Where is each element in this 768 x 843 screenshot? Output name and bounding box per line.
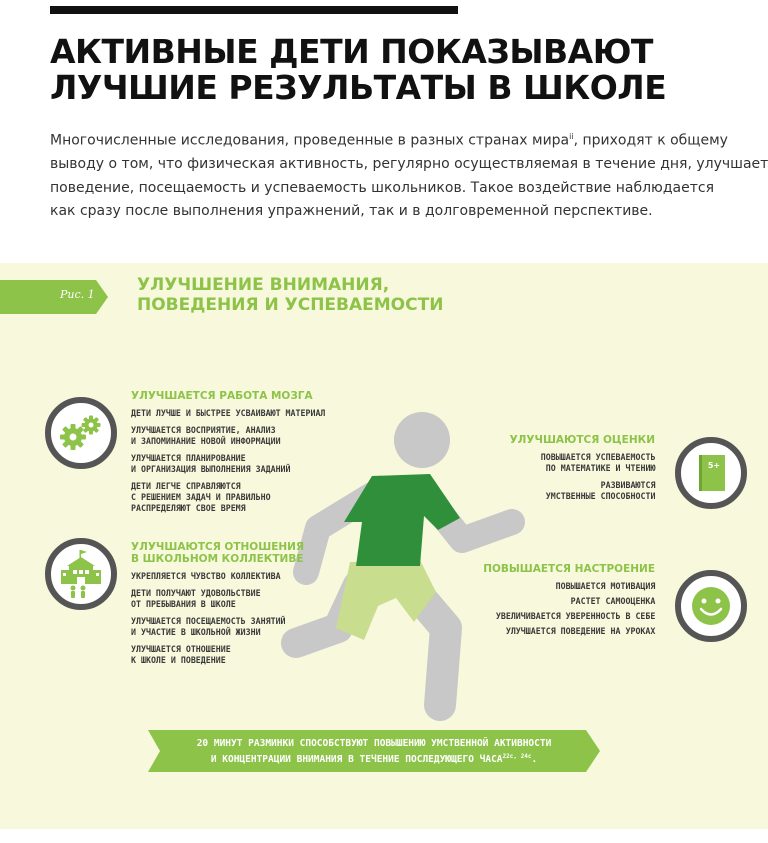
intro-reference: ii xyxy=(569,132,574,141)
school-children-icon xyxy=(43,536,119,612)
intro-line-2: выводу о том, что физическая активность, регулярно осуществляемая в течение дня, улучшает xyxy=(50,156,768,173)
mood-item-4: УЛУЧШАЕТСЯ ПОВЕДЕНИЕ НА УРОКАХ xyxy=(505,627,655,637)
figure-title-line-2: ПОВЕДЕНИЯ И УСПЕВАЕМОСТИ xyxy=(137,295,444,315)
page-title-line-1: АКТИВНЫЕ ДЕТИ ПОКАЗЫВАЮТ xyxy=(50,32,653,71)
mood-block xyxy=(482,563,655,642)
relations-item-3: УЛУЧШАЕТСЯ ПОСЕЩАЕМОСТЬ ЗАНЯТИЙ И УЧАСТИЕ В ШКОЛЬНОЙ ЖИЗНИ xyxy=(131,617,286,638)
conclusion-line-1: 20 МИНУТ РАЗМИНКИ СПОСОБСТВУЮТ ПОВЫШЕНИЮ УМСТВЕННОЙ АКТИВНОСТИ xyxy=(196,738,552,749)
intro-line-4: как сразу после выполнения упражнений, так и в долговременной перспективе. xyxy=(50,203,653,220)
conclusion-reference: 22c, 24c xyxy=(502,753,532,760)
relations-item-2: ДЕТИ ПОЛУЧАЮТ УДОВОЛЬСТВИЕ ОТ ПРЕБЫВАНИЯ В ШКОЛЕ xyxy=(131,589,261,610)
notebook-icon xyxy=(673,435,749,511)
conclusion-banner xyxy=(148,730,600,772)
grades-block xyxy=(510,434,655,509)
grades-item-1: ПОВЫШАЕТСЯ УСПЕВАЕМОСТЬ ПО МАТЕМАТИКЕ И ЧТЕНИЮ xyxy=(540,453,655,474)
mood-item-3: УВЕЛИЧИВАЕТСЯ УВЕРЕННОСТЬ В СЕБЕ xyxy=(495,612,655,622)
relations-block xyxy=(131,541,304,673)
relations-title: УЛУЧШАЮТСЯ ОТНОШЕНИЯ В ШКОЛЬНОМ КОЛЛЕКТИВЕ xyxy=(131,541,305,565)
intro-line-3: поведение, посещаемость и успеваемость школьников. Такое воздействие наблюдается xyxy=(50,179,714,196)
conclusion-text xyxy=(148,737,600,766)
mood-title: ПОВЫШАЕТСЯ НАСТРОЕНИЕ xyxy=(483,563,655,575)
brain-item-4: ДЕТИ ЛЕГЧЕ СПРАВЛЯЮТСЯ С РЕШЕНИЕМ ЗАДАЧ И ПРАВИЛЬНО РАСПРЕДЕЛЯЮТ СВОЕ ВРЕМЯ xyxy=(131,482,271,514)
smiley-icon xyxy=(673,568,749,644)
grades-title: УЛУЧШАЮТСЯ ОЦЕНКИ xyxy=(509,434,655,446)
page-title-line-2: ЛУЧШИЕ РЕЗУЛЬТАТЫ В ШКОЛЕ xyxy=(50,68,667,107)
brain-block xyxy=(131,390,342,521)
brain-item-1: ДЕТИ ЛУЧШЕ И БЫСТРЕЕ УСВАИВАЮТ МАТЕРИАЛ xyxy=(131,409,326,419)
mood-item-2: РАСТЕТ САМООЦЕНКА xyxy=(570,597,655,607)
relations-item-1: УКРЕПЛЯЕТСЯ ЧУВСТВО КОЛЛЕКТИВА xyxy=(131,572,281,582)
conclusion-line-2: И КОНЦЕНТРАЦИИ ВНИМАНИЯ В ТЕЧЕНИЕ ПОСЛЕДУЮЩЕГО $ЧАСА^{22c, 24c}$. xyxy=(210,753,538,766)
gears-icon xyxy=(43,395,119,471)
grades-item-2: РАЗВИВАЮТСЯ УМСТВЕННЫЕ СПОСОБНОСТИ xyxy=(545,481,655,502)
figure-title-line-1: УЛУЧШЕНИЕ ВНИМАНИЯ, xyxy=(137,275,390,295)
mood-item-1: ПОВЫШАЕТСЯ МОТИВАЦИЯ xyxy=(555,582,655,592)
figure-label: Рис. 1 xyxy=(60,288,95,301)
brain-item-3: УЛУЧШАЕТСЯ ПЛАНИРОВАНИЕ И ОРГАНИЗАЦИЯ ВЫПОЛНЕНИЯ ЗАДАНИЙ xyxy=(131,454,291,475)
brain-item-2: УЛУЧШАЕТСЯ ВОСПРИЯТИЕ, АНАЛИЗ И ЗАПОМИНАНИЕ НОВОЙ ИНФОРМАЦИИ xyxy=(131,426,281,447)
intro-line-1: Многочисленные исследования, проведенные в разных странах мира$^{ii}$, приходят к общему xyxy=(50,132,728,149)
notebook-grade: 5+ xyxy=(707,461,721,470)
relations-item-4: УЛУЧШАЕТСЯ ОТНОШЕНИЕ К ШКОЛЕ И ПОВЕДЕНИЕ xyxy=(131,645,231,666)
brain-title: УЛУЧШАЕТСЯ РАБОТА МОЗГА xyxy=(131,390,313,402)
